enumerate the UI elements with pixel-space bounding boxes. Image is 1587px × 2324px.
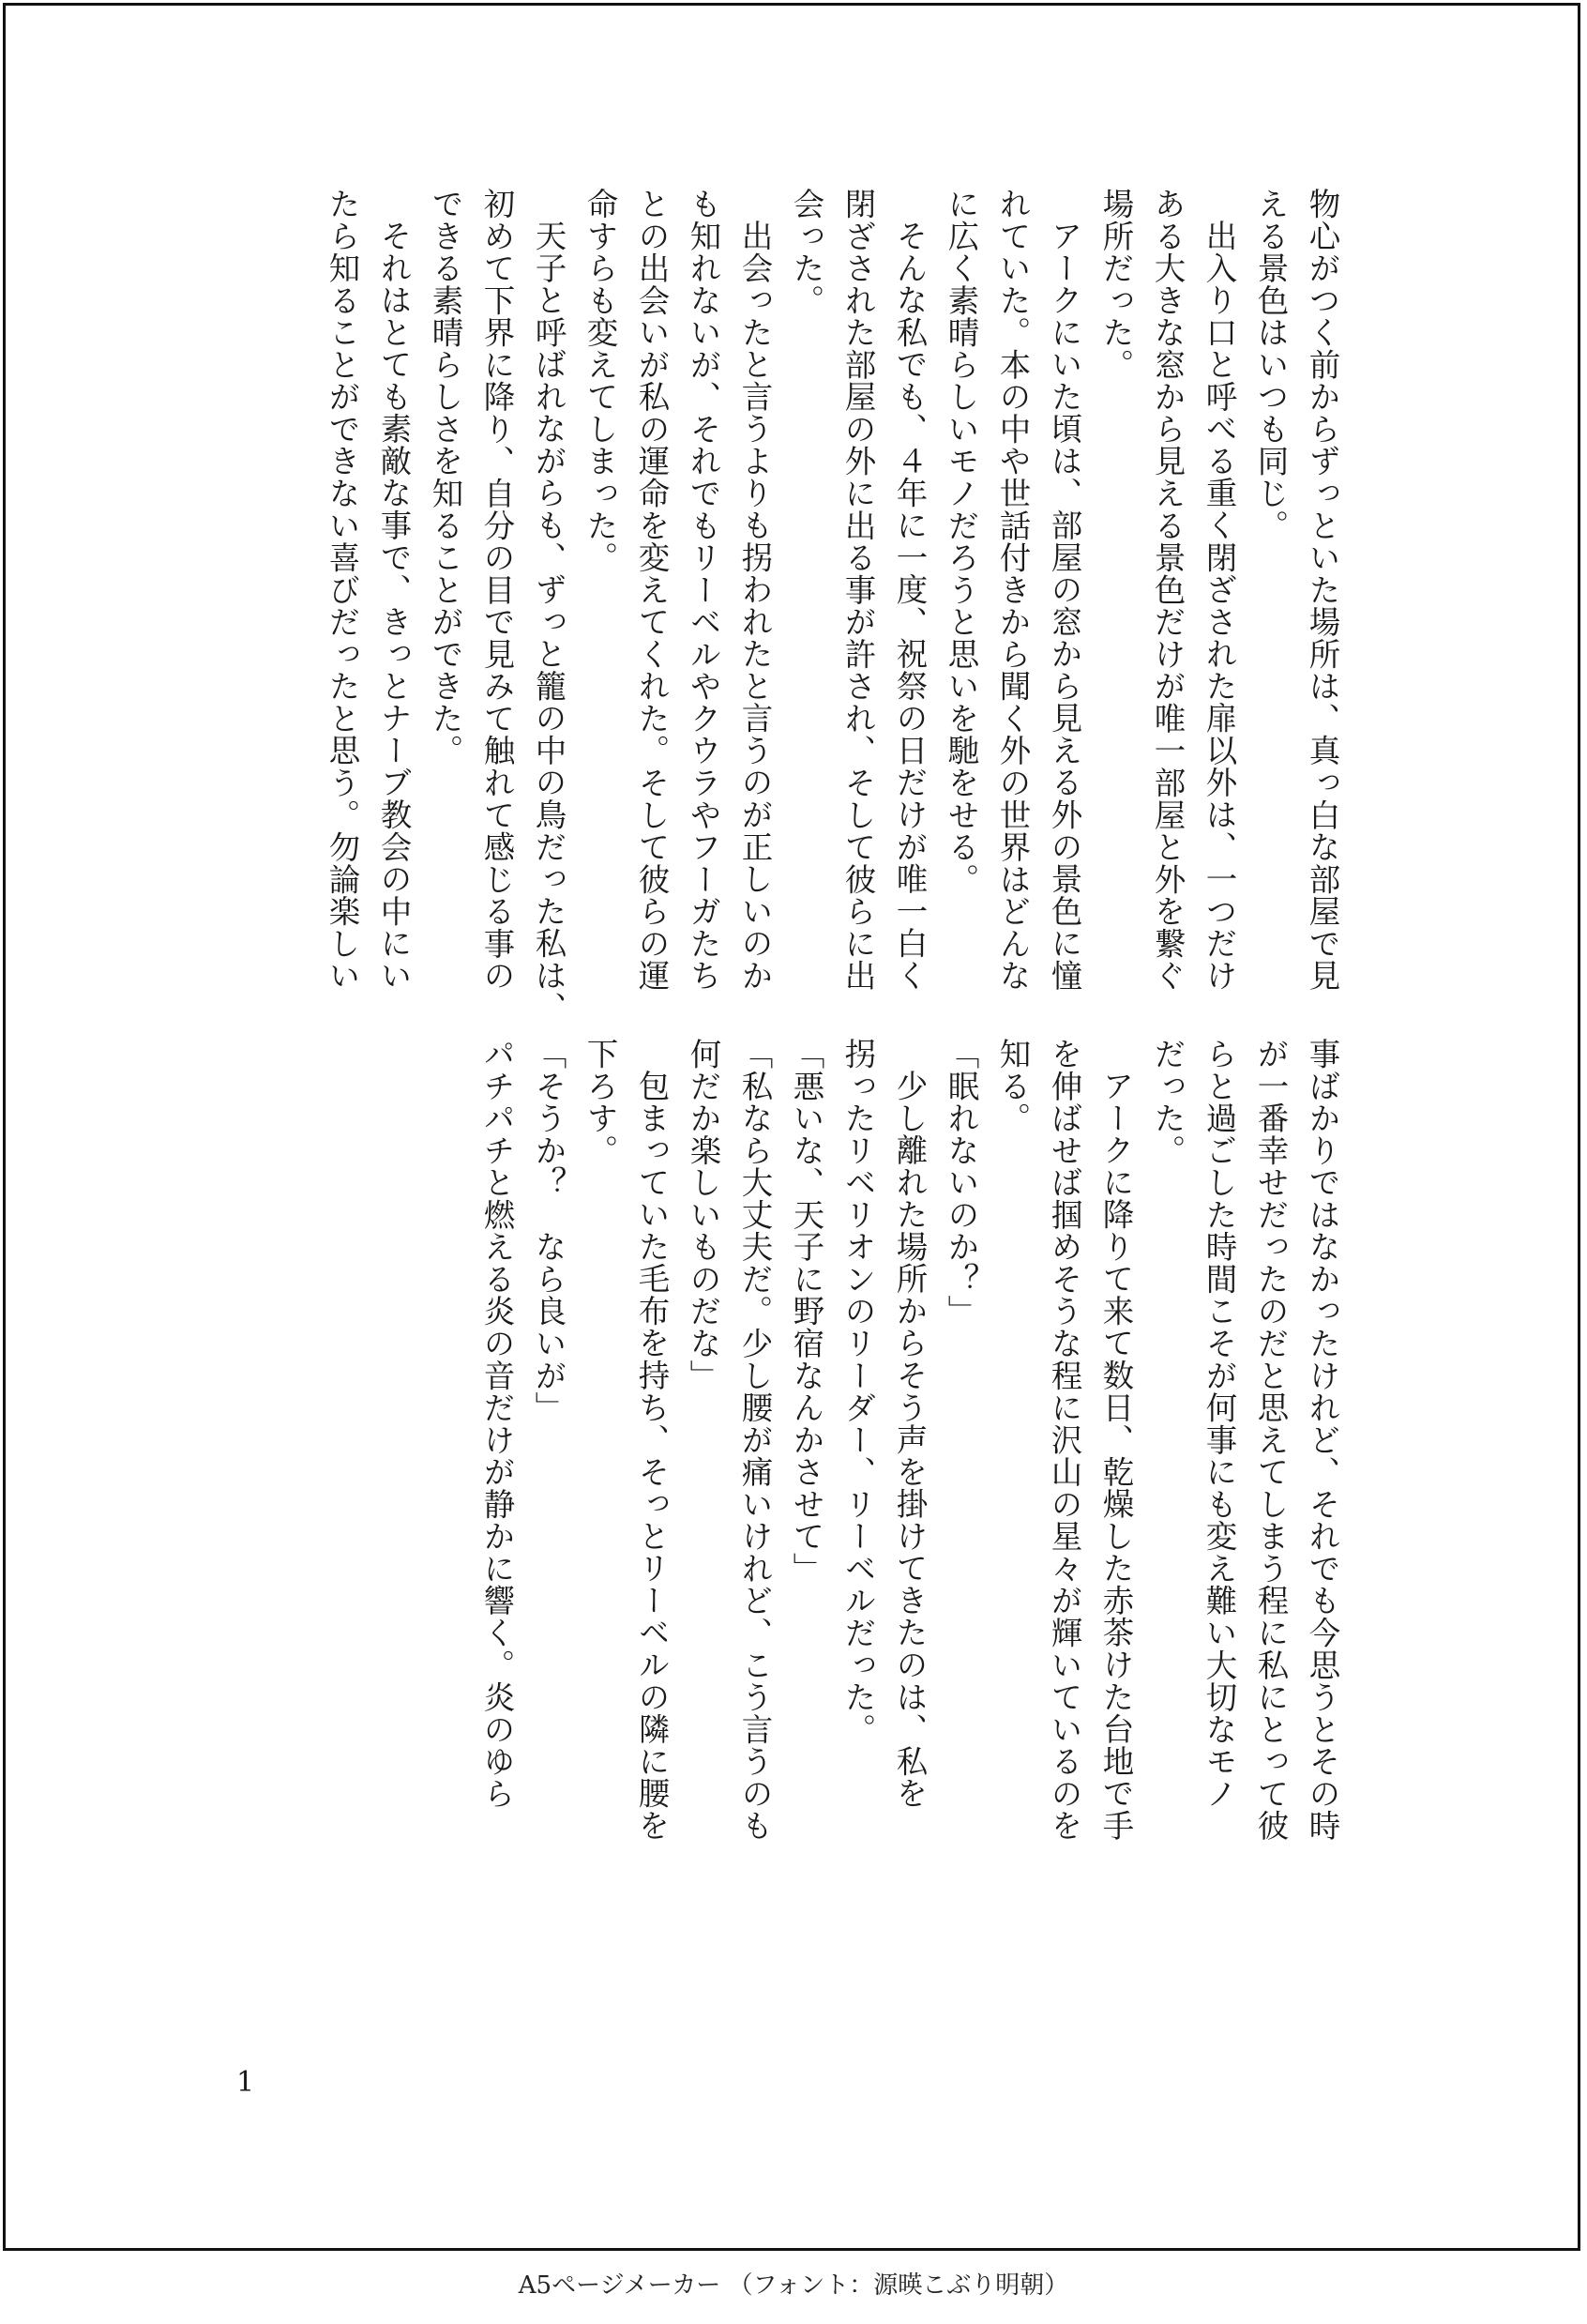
text-line: 閉ざされた部屋の外に出る事が許され、そして彼らに出 [839,188,876,992]
text-line: できる素晴らしさを知ることができた。 [427,188,463,767]
text-line: らと過ごした時間こそが何事にも変え難い大切なモノ [1201,1038,1237,1810]
text-line: える景色はいつも同じ。 [1252,188,1289,542]
text-line: アークに降りて来て数日、乾燥した赤茶けた台地で手 [1097,1069,1134,1842]
dialogue-line: 「そうか？ なら良いが」 [530,1038,567,1424]
text-line: それはとても素敵な事で、きっとナーブ教会の中にい [375,219,412,992]
text-line: アークにいた頃は、部屋の窓から見える外の景色に憧 [1046,219,1082,992]
text-line: 少し離れた場所からそう声を掛けてきたのは、私を [891,1069,928,1809]
page-frame [3,3,1580,2251]
upper-text-section [157,188,1348,1028]
text-line: 何だか楽しいものだな」 [685,1038,721,1392]
text-line: パチパチと燃える炎の音だけが静かに響く。炎のゆら [478,1038,515,1810]
dialogue-line: 「悪いな、天子に野宿なんかさせて」 [788,1038,824,1585]
text-line: が一番幸せだったのだと思えてしまう程に私にとって彼 [1252,1038,1289,1843]
text-line: ある大きな窓から見える景色だけが唯一部屋と外を繋ぐ [1149,188,1186,993]
text-line: 場所だった。 [1097,188,1134,381]
lower-text-section [157,1038,1348,2032]
text-line: 下ろす。 [582,1038,618,1167]
text-line: たら知ることができない喜びだったと思う。勿論楽しい [324,188,360,993]
text-line: だった。 [1149,1038,1186,1167]
text-line: 事ばかりではなかったけれど、それでも今思うとその時 [1304,1038,1340,1842]
text-line: れていた。本の中や世話付きから聞く外の世界はどんな [994,188,1031,993]
footer-caption: A5ページメーカー （フォント：源暎こぶり明朝） [518,2271,1069,2300]
dialogue-line: 「私なら大丈夫だ。少し腰が痛いけれど、こう言うのも [736,1038,773,1842]
dialogue-line: 「眠れないのか？」 [943,1038,979,1328]
text-line: に広く素晴らしいモノだろうと思いを馳をせる。 [943,188,979,896]
text-line: を伸ばせば掴めそうな程に沢山の星々が輝いているのを [1046,1038,1082,1842]
text-line: との出会いが私の運命を変えてくれた。そして彼らの運 [633,188,670,992]
text-line: そんな私でも、４年に一度、祝祭の日だけが唯一白く [891,219,928,992]
text-line: 出入り口と呼べる重く閉ざされた扉以外は、一つだけ [1201,219,1237,992]
text-line: 会った。 [788,188,824,317]
text-line: 拐ったリベリオンのリーダー、リーベルだった。 [839,1038,876,1746]
text-line: も知れないが、それでもリーベルやクウラやフーガたち [685,188,721,992]
text-line: 天子と呼ばれながらも、ずっと籠の中の鳥だった私は、 [530,219,567,1024]
text-line: 命すらも変えてしまった。 [582,188,618,574]
text-line: 知る。 [994,1038,1031,1134]
text-line: 包まっていた毛布を持ち、そっとリーベルの隣に腰を [633,1069,670,1842]
page-number: 1 [236,2066,255,2099]
text-line: 出会ったと言うよりも拐われたと言うのが正しいのか [736,219,773,992]
text-line: 初めて下界に降り、自分の目で見みて触れて感じる事の [478,188,515,992]
text-line: 物心がつく前からずっといた場所は、真っ白な部屋で見 [1304,188,1340,992]
